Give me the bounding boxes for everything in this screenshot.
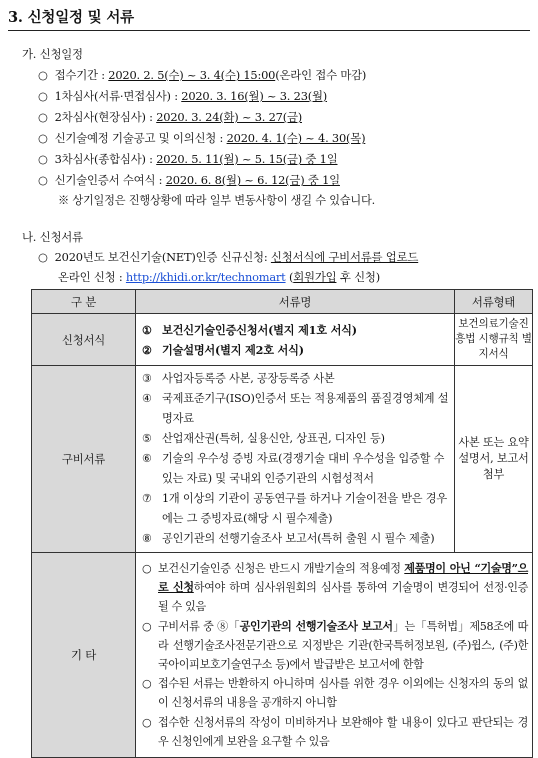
schedule-item <box>38 67 366 83</box>
table-row <box>32 553 533 758</box>
circle-bullet-icon: ○ <box>38 110 55 124</box>
misc-note: ○ 접수된 서류는 반환하지 아니하며 심사를 위한 경우 이외에는 신청자의 동의 없이 신청서류의 내용을 공개하지 아니함 <box>142 677 528 710</box>
online-paren: ( <box>285 270 294 284</box>
document-item: ③ 사업자등록증 사본, 공장등록증 사본 <box>142 372 335 385</box>
row-category: 신청서식 <box>32 314 136 366</box>
col-header-document: 서류명 <box>136 290 455 314</box>
intro-text: 2020년도 보건신기술(NET)인증 신규신청: <box>54 250 271 264</box>
document-item: ② 기술설명서(별지 제2호 서식) <box>142 342 304 357</box>
section-heading: 3. 신청일정 및 서류 <box>8 6 530 31</box>
circle-bullet-icon: ○ <box>38 152 55 166</box>
table-row <box>32 366 533 553</box>
row-category: 기 타 <box>32 553 136 758</box>
circle-bullet-icon: ○ <box>38 68 55 82</box>
schedule-label: 접수기간 : <box>54 68 109 82</box>
online-label: 온라인 신청 : <box>58 270 126 284</box>
documents-title: 나. 신청서류 <box>22 230 83 244</box>
circle-bullet-icon: ○ <box>38 250 55 264</box>
schedule-label: 신기술예정 기술공고 및 이의신청 : <box>54 131 227 145</box>
schedule-label: 3차심사(종합심사) : <box>54 152 157 166</box>
row-form: 보건의료기술진흥법 시행규칙 별지서식 <box>455 314 533 366</box>
table-row <box>32 314 533 366</box>
schedule-label: 2차심사(현장심사) : <box>54 110 157 124</box>
row-misc-notes <box>136 553 533 758</box>
schedule-date: 2020. 3. 24(화) ~ 3. 27(금) <box>156 110 302 124</box>
schedule-date: 2020. 2. 5(수) ~ 3. 4(수) 15:00 <box>108 68 276 82</box>
intro-emphasis: 신청서식에 구비서류를 업로드 <box>270 250 419 264</box>
misc-note: ○ 구비서류 중 ⑧「공인기관의 선행기술조사 보고서」는「특허법」제58조에 따라 선행기술조사전문기관으로 지정받은 기관(한국특허정보원, (주)윕스, (주)한국아이피보호기술연구소 등)에서 발급받은 보고서에 한함 <box>142 619 528 671</box>
schedule-item <box>38 151 338 167</box>
schedule-item <box>38 172 340 188</box>
schedule-item <box>38 130 365 146</box>
schedule-note: ※ 상기일정은 진행상황에 따라 일부 변동사항이 생길 수 있습니다. <box>58 194 375 207</box>
schedule-date: 2020. 5. 11(월) ~ 5. 15(금) 중 1일 <box>156 152 338 166</box>
documents-table <box>31 289 533 758</box>
col-header-category: 구 분 <box>32 290 136 314</box>
schedule-suffix: (온라인 접수 마감) <box>275 68 367 82</box>
row-documents <box>136 314 455 366</box>
circle-bullet-icon: ○ <box>38 173 55 187</box>
col-header-form: 서류형태 <box>455 290 533 314</box>
circle-bullet-icon: ○ <box>38 89 55 103</box>
document-item: ① 보건신기술인증신청서(별지 제1호 서식) <box>142 322 357 337</box>
misc-note: ○ 보건신기술인증 신청은 반드시 개발기술의 적용예정 제품명이 아닌 “기술명”으로 신청하여야 하며 심사위원회의 심사를 통하여 기술명이 변경되어 선정·인증될 수 있음 <box>142 561 528 614</box>
document-item: ⑤ 산업재산권(특허, 실용신안, 상표권, 디자인 등) <box>142 432 385 445</box>
document-item: ④ 국제표준기구(ISO)인증서 또는 적용제품의 품질경영체계 설명자료 <box>142 392 449 425</box>
online-apply-line <box>58 269 380 285</box>
schedule-date: 2020. 4. 1(수) ~ 4. 30(목) <box>226 131 366 145</box>
online-suffix: 후 신청) <box>336 270 380 284</box>
signup-link[interactable]: 회원가입 <box>293 270 337 284</box>
row-form: 사본 또는 요약설명서, 보고서 첨부 <box>455 366 533 553</box>
misc-note: ○ 접수한 신청서류의 작성이 미비하거나 보완해야 할 내용이 있다고 판단되는 경우 신청인에게 보완을 요구할 수 있음 <box>142 715 528 748</box>
document-item: ⑥ 기술의 우수성 증빙 자료(경쟁기술 대비 우수성을 입증할 수 있는 자료) 및 국내외 인증기관의 시험성적서 <box>142 452 445 485</box>
documents-intro <box>38 249 418 265</box>
document-item: ⑦ 1개 이상의 기관이 공동연구를 하거나 기술이전을 받은 경우에는 그 증빙자료(해당 시 필수제출) <box>142 492 447 525</box>
schedule-item <box>38 88 327 104</box>
row-documents <box>136 366 455 553</box>
table-header-row <box>32 290 533 314</box>
online-url-link[interactable]: http://khidi.or.kr/technomart <box>125 270 286 284</box>
schedule-date: 2020. 6. 8(월) ~ 6. 12(금) 중 1일 <box>165 173 340 187</box>
document-item: ⑧ 공인기관의 선행기술조사 보고서(특허 출원 시 필수 제출) <box>142 532 435 545</box>
schedule-item <box>38 109 302 125</box>
schedule-date: 2020. 3. 16(월) ~ 3. 23(월) <box>181 89 328 103</box>
row-category: 구비서류 <box>32 366 136 553</box>
circle-bullet-icon: ○ <box>38 131 55 145</box>
schedule-label: 1차심사(서류·면접심사) : <box>54 89 182 103</box>
schedule-label: 신기술인증서 수여식 : <box>54 173 166 187</box>
schedule-title: 가. 신청일정 <box>22 47 83 61</box>
